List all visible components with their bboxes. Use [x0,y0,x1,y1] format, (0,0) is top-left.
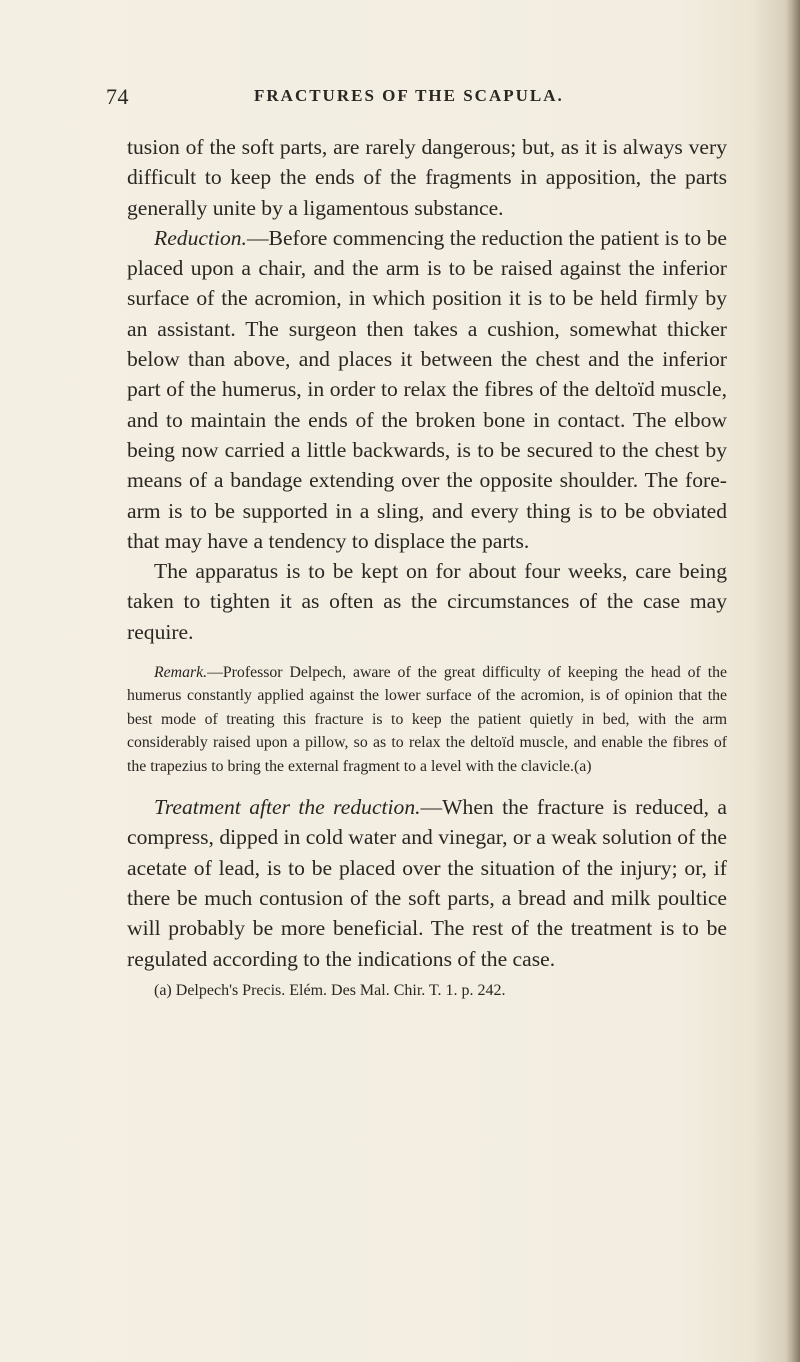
remark-heading: Remark. [154,664,208,682]
paragraph-treatment [127,792,727,974]
running-head: FRACTURES OF THE SCAPULA. [254,86,564,105]
treatment-heading: Treatment after the reduction. [154,795,421,820]
paragraph-reduction [127,223,727,556]
body-text [127,132,727,1002]
paragraph-apparatus: The apparatus is to be kept on for about four weeks, care being taken to tighten it as often as the circumstances of the case may require. [127,559,727,644]
paragraph-continuation: tusion of the soft parts, are rarely dangerous; but, as it is always very difficult to keep the ends of the fragments in apposition, the parts generally unite by a ligamentous substance. [127,135,727,220]
reduction-heading: Reduction. [154,225,247,250]
remark-text: —Professor Delpech, aware of the great difficulty of keeping the head of the humerus constantly applied against the lower surface of the acromion, is of opinion that the best mode of treating this fracture is to keep the patient quietly in bed, with the arm considerably raised upon a pillow, so as to relax the deltoïd muscle, and enable the fibres of the trapezius to bring the external fragment to a level with the clavicle.(a) [127,664,727,775]
page-header [106,84,706,114]
page-edge-shadow [786,0,800,1362]
reduction-text: —Before commencing the reduction the patient is to be placed upon a chair, and the arm is to be raised against the inferior surface of the acromion, in which position it is to be held firmly by an assistant. The surgeon then takes a cushion, somewhat thicker below than above, and places it between the chest and the inferior part of the humerus, in order to relax the fibres of the deltoïd muscle, and to maintain the ends of the broken bone in contact. The elbow being now carried a little backwards, is to be secured to the chest by means of a bandage extending over the opposite shoulder. The fore-arm is to be supported in a sling, and every thing is to be obviated that may have a tendency to displace the parts. [127,225,727,553]
footnote: (a) Delpech's Precis. Elém. Des Mal. Chir. T. 1. p. 242. [154,981,506,999]
treatment-text: —When the fracture is reduced, a compress, dipped in cold water and vinegar, or a weak solution of the acetate of lead, is to be placed over the situation of the injury; or, if there be much contusion of the soft parts, a bread and milk poultice will probably be more beneficial. The rest of the treatment is to be regulated according to the indications of the case. [127,795,727,971]
remark-paragraph [127,661,727,778]
page-number: 74 [106,84,129,109]
